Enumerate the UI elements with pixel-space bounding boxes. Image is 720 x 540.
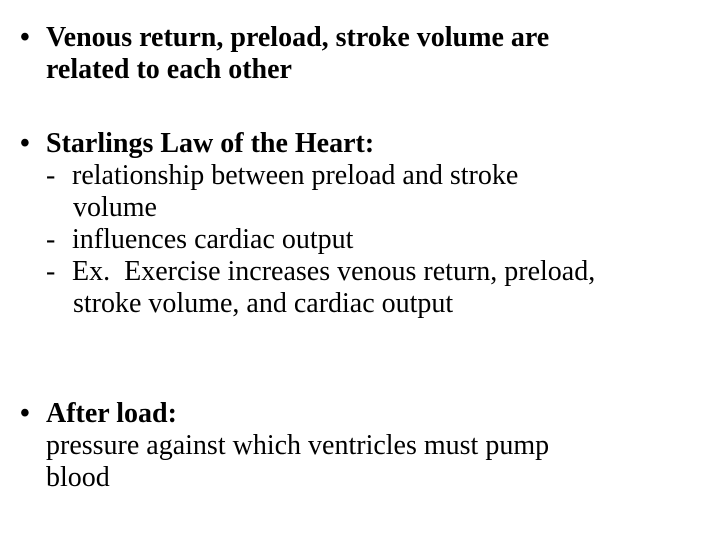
- sub-item-3-line-2: stroke volume, and cardiac output: [73, 288, 454, 319]
- sub-item-cardiac-output: [20, 224, 700, 256]
- bullet-3-heading: After load:: [46, 398, 177, 429]
- bullet-starlings-law: [20, 128, 700, 320]
- bullet-1-line-2: related to each other: [46, 54, 292, 85]
- sub-item-preload-relationship: [20, 160, 700, 192]
- bullet-after-load: [20, 398, 700, 494]
- dash-icon: -: [46, 256, 56, 287]
- sub-item-1-line-1: relationship between preload and stroke: [72, 160, 519, 191]
- sub-item-exercise-example: [20, 256, 700, 288]
- sub-item-3-line-1: Ex. Exercise increases venous return, preload,: [72, 256, 596, 287]
- sub-item-1-line-2: volume: [73, 192, 157, 223]
- bullet-icon: •: [20, 398, 30, 429]
- sub-item-2-line-1: influences cardiac output: [72, 224, 354, 255]
- dash-icon: -: [46, 160, 56, 191]
- dash-icon: -: [46, 224, 56, 255]
- bullet-icon: •: [20, 128, 30, 159]
- bullet-venous-return: [20, 22, 700, 86]
- bullet-3-body-line-2: blood: [46, 462, 110, 493]
- bullet-3-body-line-1: pressure against which ventricles must pump: [46, 430, 550, 461]
- bullet-icon: •: [20, 22, 30, 53]
- bullet-2-heading: Starlings Law of the Heart:: [46, 128, 375, 159]
- bullet-1-line-1: Venous return, preload, stroke volume are: [46, 22, 550, 53]
